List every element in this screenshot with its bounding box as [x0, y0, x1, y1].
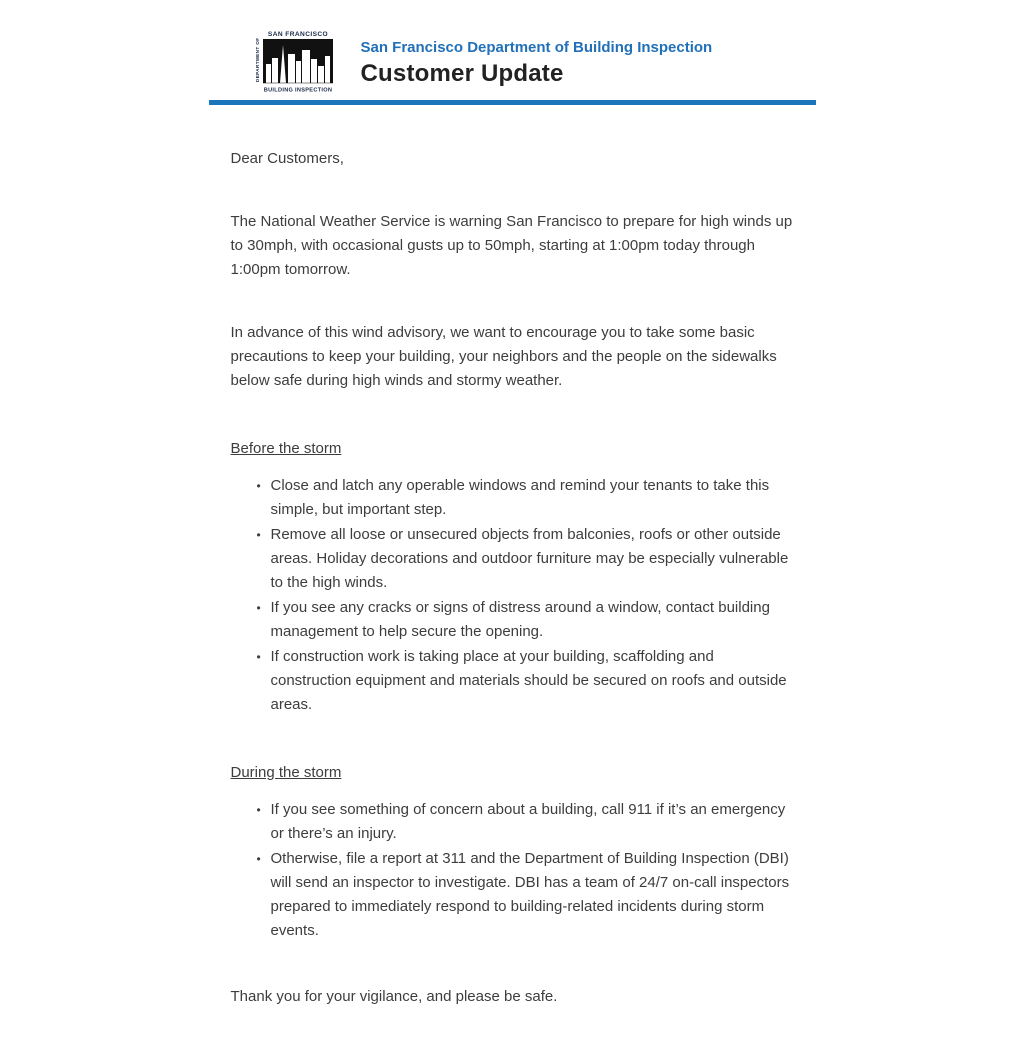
dbi-logo-icon — [251, 28, 335, 95]
closing-line: Thank you for your vigilance, and please be safe. — [230, 988, 558, 1005]
paragraph-weather-warning: The National Weather Service is warning San Francisco to prepare for high winds up to 30mph, with occasional gusts up to 50mph, starting at 1:00pm today through 1:00pm tomorrow. — [230, 213, 793, 278]
list-item: • If you see something of concern about a building, call 911 if it’s an emergency or there’s an injury. — [271, 798, 794, 846]
section-heading-during-storm: During the storm — [230, 764, 342, 781]
header-titles — [361, 38, 713, 89]
header-rule — [209, 100, 816, 105]
document — [209, 28, 816, 1039]
bullet-list-during-storm — [231, 798, 794, 943]
paragraph-advisory-intro: In advance of this wind advisory, we want to encourage you to take some basic precautions to keep your building, your neighbors and the people on the sidewalks below safe during high winds and stormy weather. — [230, 324, 777, 389]
bullet-list-before-storm — [231, 474, 794, 717]
page-title: Customer Update — [360, 60, 564, 87]
list-item: • Otherwise, file a report at 311 and the Department of Building Inspection (DBI) will send an inspector to investigate. DBI has a team of 24/7 on-call inspectors prepared to immediately respond to building-related incidents during storm events. — [271, 847, 794, 943]
letter-body — [209, 147, 816, 1039]
section-heading-before-storm: Before the storm — [230, 440, 342, 457]
logo-skyline-icon — [263, 39, 333, 83]
list-item: • Remove all loose or unsecured objects from balconies, roofs or other outside areas. Holiday decorations and outdoor furniture may be especially vulnerable to the high winds. — [271, 523, 794, 595]
list-item: • If construction work is taking place at your building, scaffolding and construction equipment and materials should be secured on roofs and outside areas. — [271, 645, 794, 717]
list-item: • If you see any cracks or signs of distress around a window, contact building management to help secure the opening. — [271, 596, 794, 644]
org-title: San Francisco Department of Building Inspection — [360, 39, 713, 56]
logo-side-text: DEPARTMENT OF — [254, 37, 260, 82]
header — [209, 28, 816, 95]
logo-bottom-text: BUILDING INSPECTION — [263, 87, 332, 94]
salutation: Dear Customers, — [230, 150, 344, 167]
list-item: • Close and latch any operable windows and remind your tenants to take this simple, but important step. — [271, 474, 794, 522]
logo-top-text: SAN FRANCISCO — [267, 31, 328, 38]
